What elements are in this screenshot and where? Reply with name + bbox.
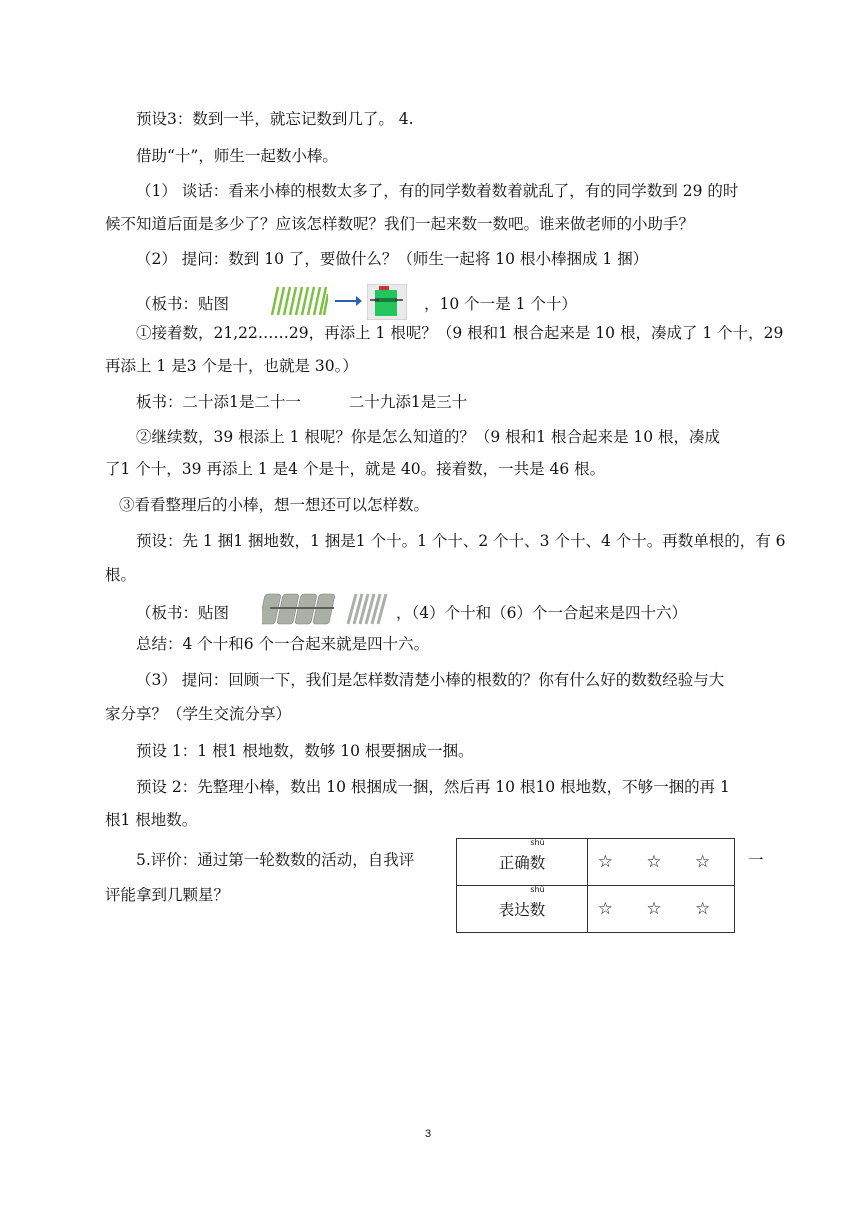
criterion-cell [457,839,588,886]
text-line-end: 一 [748,851,764,869]
text-segment: （板书：贴图 [136,604,230,622]
star-rating-cell[interactable]: ☆ ☆ ☆ [588,839,735,886]
arrow-right-icon [334,294,362,308]
text-line: ③看看整理后的小棒，想一想还可以怎样数。 [119,496,430,514]
text-line: 预设：先 1 捆1 捆地数，1 捆是1 个十。1 个十、2 个十、3 个十、4 个十。再数单根的，有 6 [136,532,786,550]
text-line: ②继续数，39 根添上 1 根呢？你是怎么知道的？（9 根和1 根合起来是 10 根，凑成 [136,428,721,446]
text-line: （1） 谈话：看来小棒的根数太多了，有的同学数着数着就乱了，有的同学数到 29 的时 [136,182,739,200]
evaluation-table [456,838,735,933]
text-line: ①接着数，21,22……29，再添上 1 根呢？（9 根和1 根合起来是 10 根，凑成了 1 个十，29 [136,324,784,342]
text-line: 预设 2：先整理小棒，数出 10 根捆成一捆，然后再 10 根10 根地数，不够一捆的再 1 [136,778,730,796]
bundle-image [367,284,407,320]
text-line: （2） 提问：数到 10 了，要做什么？（师生一起将 10 根小棒捆成 1 捆） [136,250,649,268]
text-line: 借助“十”，师生一起数小棒。 [136,147,338,165]
pinyin-annotation: shù [530,885,545,894]
table-row [457,886,735,933]
text-line: 根。 [105,566,137,584]
text-line: 了1 个十，39 再添上 1 是4 个是十，就是 40。接着数，一共是 46 根。 [105,460,606,478]
text-line: 预设3：数到一半，就忘记数到几了。 4. [136,110,414,128]
text-line: 5.评价：通过第一轮数数的活动，自我评 [136,851,415,869]
text-line: （3） 提问：回顾一下，我们是怎样数清楚小棒的根数的？你有什么好的数数经验与大 [136,671,725,689]
text-segment: ，10 个一是 1 个十） [424,295,577,313]
page-number: 3 [425,1128,432,1140]
text-line: 总结：4 个十和6 个一合起来就是四十六。 [136,635,430,653]
pinyin-annotation: shù [530,838,545,847]
board-line-bundles [136,602,229,624]
text-line: 候不知道后面是多少了？应该怎样数呢？我们一起来数一数吧。谁来做老师的小助手？ [105,215,695,233]
ten-sticks-image [268,286,328,316]
text-line: 再添上 1 是3 个是十，也就是 30。） [105,357,358,375]
board-text-2: 二十九添1是三十 [348,393,468,411]
text-line: 家分享？（学生交流分享） [105,705,292,723]
criterion-prefix: 表达 [498,901,530,919]
text-line [136,391,467,413]
table-row [457,839,735,886]
text-line: 预设 1：1 根1 根地数，数够 10 根要捆成一捆。 [136,742,474,760]
bundles-image [262,590,390,626]
text-segment: （板书：贴图 [136,295,230,313]
criterion-cell [457,886,588,933]
ruby-char [529,885,546,920]
board-text-1: 板书：二十添1是二十一 [136,393,301,411]
ruby-char [529,838,546,873]
star-rating-cell[interactable]: ☆ ☆ ☆ [588,886,735,933]
ruby-base: 数 [529,901,546,919]
ruby-base: 数 [529,854,546,872]
text-segment: ，（4）个十和（6）个一合起来是四十六） [396,604,687,622]
text-line: 评能拿到几颗星？ [105,886,230,904]
text-line: 根1 根地数。 [105,811,198,829]
criterion-prefix: 正确 [498,854,530,872]
board-line-sticks [136,293,229,315]
